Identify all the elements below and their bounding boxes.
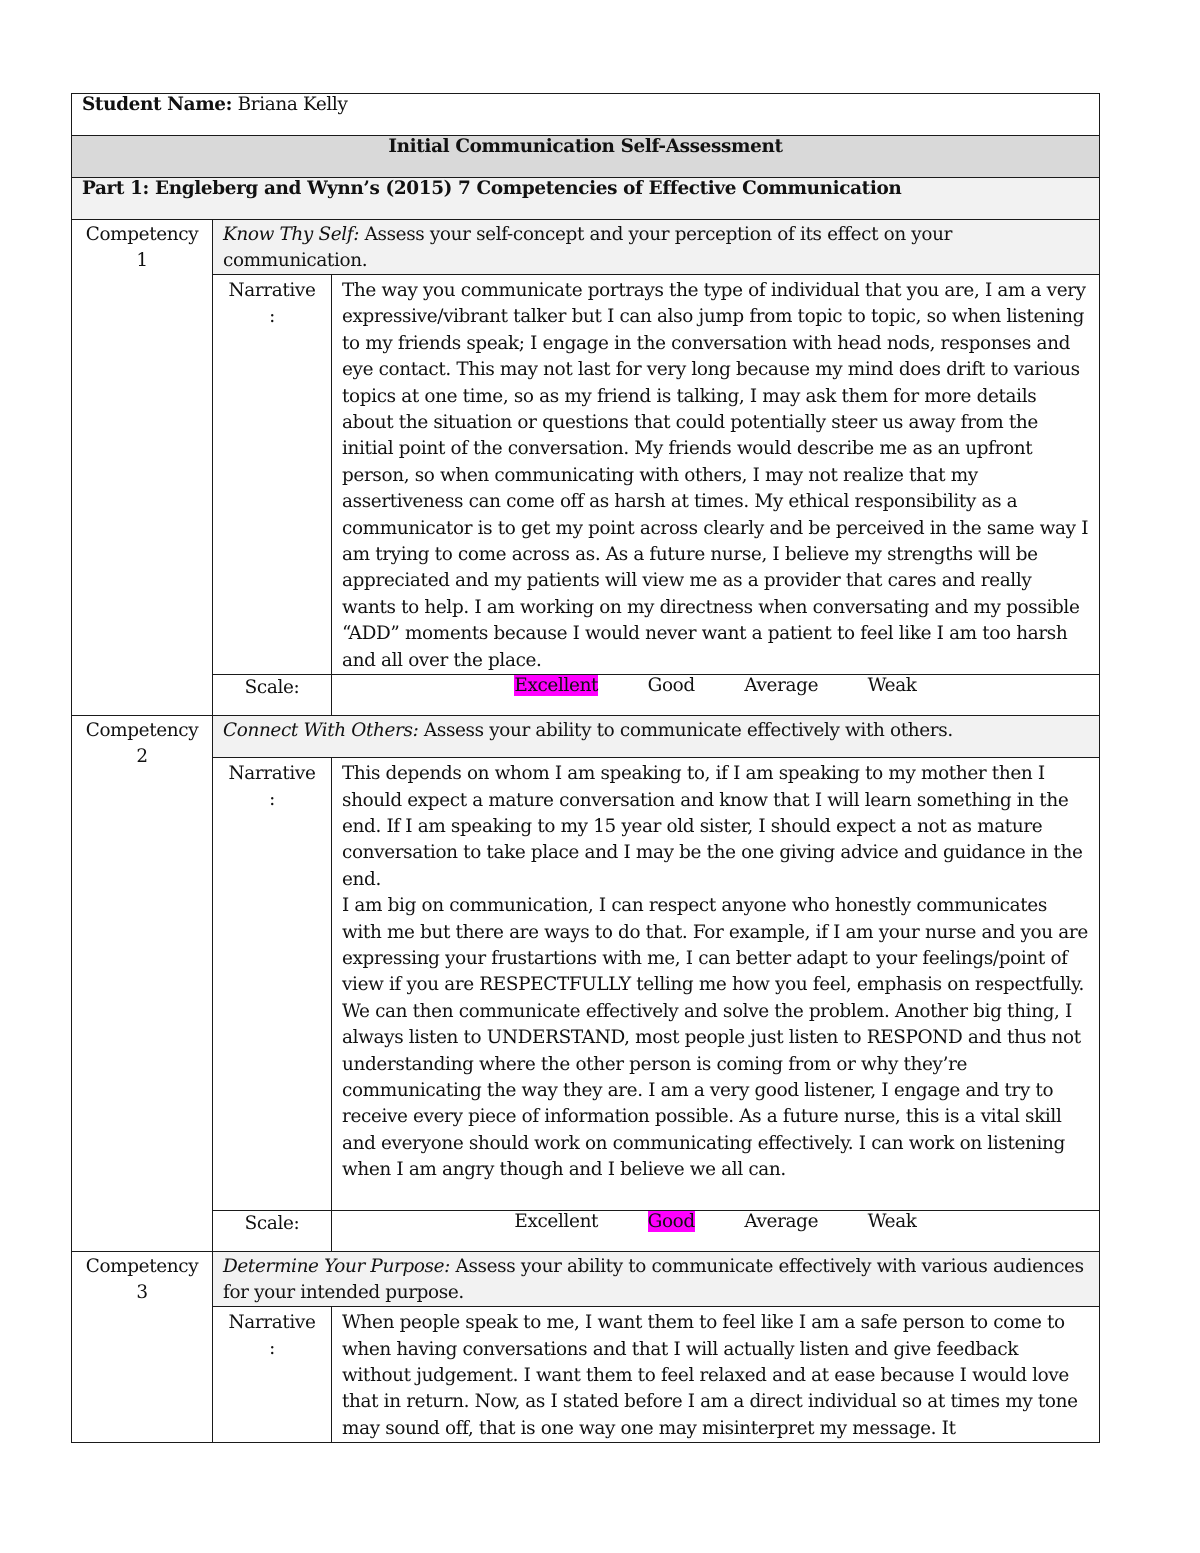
competency-3-description-text: Assess your ability to communicate effectively with various audiences for your intended purpose. — [223, 1256, 1084, 1304]
competency-2-title: Connect With Others: — [223, 720, 419, 742]
part-heading: Part 1: Engleberg and Wynn’s (2015) 7 Competencies of Effective Communication — [72, 178, 1100, 220]
competency-1-scale-row — [72, 675, 1100, 716]
scale-option-good: Good — [647, 1211, 695, 1233]
competency-2-scale-row — [72, 1211, 1100, 1252]
competency-3-description — [213, 1252, 1100, 1307]
scale-option-weak: Weak — [867, 675, 917, 697]
competency-1-scale — [332, 675, 1100, 716]
competency-1-label: Competency 1 — [72, 220, 213, 716]
competency-2-scale — [332, 1211, 1100, 1252]
competency-2-description — [213, 716, 1100, 758]
scale-option-average: Average — [744, 675, 819, 697]
competency-1-title: Know Thy Self: — [223, 224, 360, 245]
competency-1-header-row — [72, 220, 1100, 275]
competency-2-narrative — [332, 758, 1100, 1211]
competency-2-header-row — [72, 716, 1100, 758]
narrative-label: Narrative : — [213, 1307, 332, 1443]
scale-label: Scale: — [213, 1211, 332, 1252]
competency-1-narrative-row — [72, 275, 1100, 675]
scale-option-excellent: Excellent — [514, 1211, 599, 1233]
scale-option-excellent: Excellent — [514, 675, 599, 697]
scale-option-average: Average — [744, 1211, 819, 1233]
narrative-label: Narrative : — [213, 758, 332, 1211]
competency-2-narrative-paragraph-2: I am big on communication, I can respect anyone who honestly communicates with me but there are ways to do that. For example, if I am your nurse and you are expressing your frustartions with me, I can better adapt to your feelings/point of view if you are RESPECTFULLY telling me how you feel, emphasis on respectfully. We can then communicate effectively and solve the problem. Another big thing, I always listen to UNDERSTAND, most people just listen to RESPOND and thus not understanding where the other person is coming from or why they’re communicating the way they are. I am a very good listener, I engage and try to receive every piece of information possible. As a future nurse, this is a vital skill and everyone should work on communicating effectively. I can work on listening when I am angry though and I believe we all can. — [342, 895, 1088, 1181]
competency-3-narrative: When people speak to me, I want them to feel like I am a safe person to come to when having conversations and that I will actually listen and give feedback without judgement. I want them to feel relaxed and at ease because I would love that in return. Now, as I stated before I am a direct individual so at times my tone may sound off, that is one way one may misinterpret my message. It — [332, 1307, 1100, 1443]
part-row — [72, 178, 1100, 220]
student-name-label: Student Name: — [82, 94, 233, 115]
student-name-value: Briana Kelly — [237, 94, 348, 115]
narrative-label: Narrative : — [213, 275, 332, 675]
student-name-cell — [72, 94, 1100, 136]
competency-1-narrative: The way you communicate portrays the type of individual that you are, I am a very expressive/vibrant talker but I can also jump from topic to topic, so when listening to my friends speak; I engage in the conversation with head nods, responses and eye contact. This may not last for very long because my mind does drift to various topics at one time, so as my friend is talking, I may ask them for more details about the situation or questions that could potentially steer us away from the initial point of the conversation. My friends would describe me as an upfront person, so when communicating with others, I may not realize that my assertiveness can come off as harsh at times. My ethical responsibility as a communicator is to get my point across clearly and be perceived in the same way I am trying to come across as. As a future nurse, I believe my strengths will be appreciated and my patients will view me as a provider that cares and really wants to help. I am working on my directness when conversating and my possible “ADD” moments because I would never want a patient to feel like I am too harsh and all over the place. — [332, 275, 1100, 675]
competency-3-header-row — [72, 1252, 1100, 1307]
student-name-row — [72, 94, 1100, 136]
title-row — [72, 136, 1100, 178]
competency-2-narrative-row — [72, 758, 1100, 1211]
competency-1-description-text: Assess your self-concept and your perception of its effect on your communication. — [223, 224, 953, 271]
competency-3-narrative-row — [72, 1307, 1100, 1443]
scale-label: Scale: — [213, 675, 332, 716]
competency-3-label: Competency 3 — [72, 1252, 213, 1443]
scale-option-weak: Weak — [867, 1211, 917, 1233]
scale-option-good: Good — [647, 675, 695, 697]
assessment-table — [71, 93, 1100, 1443]
competency-1-description — [213, 220, 1100, 275]
competency-2-narrative-paragraph-1: This depends on whom I am speaking to, if I am speaking to my mother then I should expect a mature conversation and know that I will learn something in the end. If I am speaking to my 15 year old sister, I should expect a not as mature conversation to take place and I may be the one giving advice and guidance in the end. — [342, 763, 1083, 890]
competency-3-title: Determine Your Purpose: — [223, 1256, 451, 1278]
competency-2-label: Competency 2 — [72, 716, 213, 1252]
competency-2-description-text: Assess your ability to communicate effectively with others. — [423, 720, 953, 742]
page-title: Initial Communication Self-Assessment — [72, 136, 1100, 178]
